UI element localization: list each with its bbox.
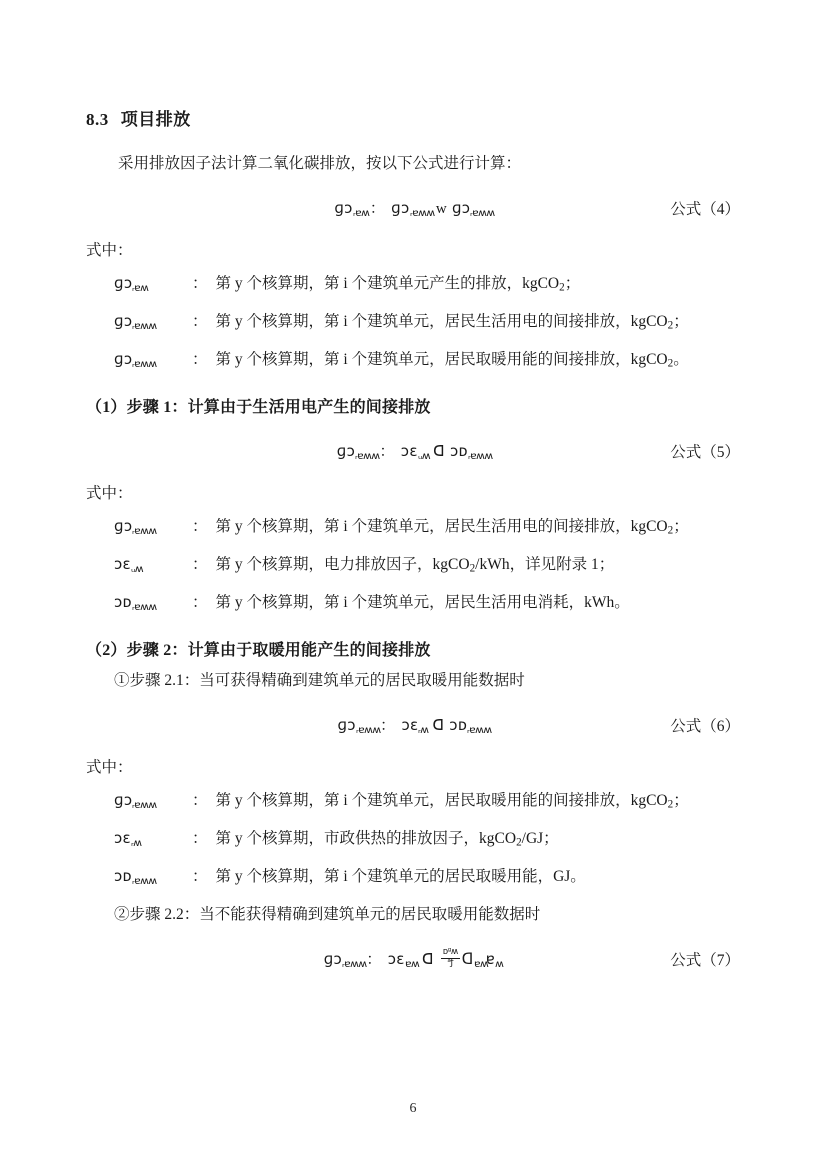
definition-description-subscript: 2: [667, 798, 674, 811]
definition-symbol-subscript: ᵣɐʍʍ: [131, 876, 157, 888]
formula-4-lhs-subscript: ᵣɐʍ: [352, 207, 369, 219]
definition-description: [216, 827, 740, 852]
formula-5-term1-base: ɔɛ: [400, 442, 418, 461]
formula-4-equals: ：: [369, 200, 386, 217]
formula-4-term2-subscript: ᵣɐʍʍ: [470, 207, 495, 219]
formula-4-term1-subscript: ᵣɐʍʍ: [409, 207, 435, 219]
where-label-2: 式中：: [86, 485, 133, 503]
definition-symbol-subscript: ᵣɐʍʍ: [132, 321, 157, 333]
definition-description: [216, 865, 740, 890]
definition-symbol-base: ɔᴅ: [114, 867, 132, 886]
formula-5-label: 公式（5）: [670, 444, 740, 462]
definition-symbol: [114, 553, 188, 578]
formula-4-line: [86, 191, 740, 225]
formula-7-times-operator-1: ᗡ: [421, 951, 434, 968]
definition-description-suffix: /kWh，详见附录 1；: [475, 556, 615, 574]
definition-description-text: 第 y 个核算期，电力排放因子，kgCO: [215, 556, 470, 574]
definition-symbol-subscript: ᵣɐʍʍ: [132, 800, 157, 812]
definition-colon: ：: [192, 351, 208, 369]
formula-7-term2-base: ᗡ: [461, 949, 474, 968]
formula-4-plus-operator: w: [435, 200, 447, 217]
definition-description-subscript: 2: [559, 281, 565, 294]
definition-description-text: 第 y 个核算期，第 i 个建筑单元，居民取暖用能的间接排放，kgCO: [215, 792, 668, 810]
definition-colon: ：: [192, 792, 208, 810]
definition-row: [86, 272, 740, 306]
page-footer: [0, 1101, 826, 1117]
definition-row: [86, 827, 740, 861]
formula-7-lhs-subscript: ᵣɐʍʍ: [342, 958, 367, 970]
formula-6-line: [86, 708, 740, 742]
definition-symbol-subscript: ᵣʍ: [130, 838, 142, 850]
definition-symbol-base: ɔɛ: [114, 829, 131, 848]
where-label-1: 式中：: [86, 241, 133, 259]
definition-description: [216, 348, 740, 373]
definition-description-subscript: 2: [516, 836, 522, 849]
section-number: 8.3: [86, 110, 109, 129]
definition-description-text: 第 y 个核算期，市政供热的排放因子，kgCO: [215, 830, 517, 848]
formula-5-times-operator: ᗡ: [433, 444, 445, 461]
section-title: 项目排放: [120, 110, 191, 129]
definition-description-text: 第 y 个核算期，第 i 个建筑单元，居民生活用电的间接排放，kgCO: [215, 313, 668, 331]
formula-7-fraction-numerator: ᴅᵍʍ: [442, 946, 458, 957]
definition-description-suffix: ；: [673, 313, 689, 331]
formula-5-equals: ：: [379, 444, 395, 461]
formula-7-expression: [324, 948, 503, 970]
definition-symbol-subscript: ᵣɐʍʍ: [132, 359, 157, 371]
definition-description-suffix: ；: [673, 792, 689, 810]
definition-row: [86, 789, 740, 823]
formula-5-lhs-base: ɡɔ: [336, 442, 356, 461]
definition-description-text: 第 y 个核算期，第 i 个建筑单元，居民生活用电的间接排放，kgCO: [215, 518, 668, 536]
definition-symbol: [114, 865, 188, 890]
page-number: 6: [409, 1101, 417, 1116]
definition-row: [86, 865, 740, 899]
formula-7-lhs-base: ɡɔ: [323, 949, 343, 968]
formula-4-lhs-base: ɡɔ: [334, 198, 353, 217]
formula-6-label: 公式（6）: [670, 717, 740, 735]
step-2-2-label: ②步骤 2.2：当不能获得精确到建筑单元的居民取暖用能数据时: [114, 906, 541, 924]
formula-6-lhs-base: ɡɔ: [337, 715, 356, 734]
formula-6-lhs-subscript: ᵣɐʍʍ: [355, 724, 381, 736]
formula-5-lhs-subscript: ᵣɐʍʍ: [355, 451, 380, 463]
formula-7-label: 公式（7）: [670, 951, 740, 969]
definition-description-text: 第 y 个核算期，第 i 个建筑单元产生的排放，kgCO: [215, 275, 560, 293]
formula-7-fraction: [441, 948, 460, 969]
section-heading: [86, 108, 740, 132]
formula-7-term1-base: ɔɛ: [387, 949, 405, 968]
formula-5-term2-subscript: ᵣɐʍʍ: [467, 451, 493, 463]
formula-6-term2-subscript: ᵣɐʍʍ: [467, 724, 492, 736]
definition-row: [86, 348, 740, 382]
definition-symbol-base: ɡɔ: [114, 517, 133, 536]
definition-description: [216, 789, 740, 814]
formula-7-term2-subscript: ɐʍ: [473, 958, 488, 970]
definition-symbol-subscript: ᵣɐʍʍ: [131, 602, 157, 614]
step-2-heading: （2）步骤 2：计算由于取暖用能产生的间接排放: [86, 642, 431, 660]
formula-6-term1-subscript: ᵣʍ: [418, 724, 429, 736]
definition-description: [216, 310, 740, 335]
formula-5-term2-base: ɔᴅ: [449, 442, 468, 461]
definition-symbol: [114, 827, 188, 852]
definition-symbol-base: ɡɔ: [114, 791, 133, 810]
definition-description-suffix: /GJ；: [521, 830, 559, 848]
definition-colon: ：: [192, 594, 208, 612]
formula-4-term1-base: ɡɔ: [391, 198, 410, 217]
definition-description-text: 第 y 个核算期，第 i 个建筑单元的居民取暖用能，GJ。: [215, 868, 586, 886]
definition-symbol-subscript: ᵤʍ: [130, 564, 143, 576]
definition-description: [216, 553, 740, 578]
definition-colon: ：: [192, 275, 208, 293]
formula-7-line: [86, 942, 740, 976]
definition-symbol-subscript: ᵣɐʍʍ: [132, 526, 157, 538]
definition-symbol: [114, 789, 188, 814]
definition-colon: ：: [192, 518, 208, 536]
definition-row: [86, 515, 740, 549]
definition-description: [216, 272, 740, 297]
step-1-heading: （1）步骤 1：计算由于生活用电产生的间接排放: [86, 399, 431, 417]
definition-description-suffix: ；: [673, 518, 689, 536]
formula-5-term1-subscript: ᵤʍ: [417, 451, 430, 463]
definition-row: [86, 591, 740, 625]
definition-description-text: 第 y 个核算期，第 i 个建筑单元，居民取暖用能的间接排放，kgCO: [215, 351, 668, 369]
formula-5-expression: [336, 440, 493, 463]
definition-description: [216, 591, 740, 616]
formula-7-tail-subscript: ʍ: [495, 958, 504, 970]
formula-7-term1-subscript: ɐʍ: [404, 958, 419, 970]
definition-symbol: [114, 272, 188, 297]
formula-6-times-operator: ᗡ: [432, 717, 445, 734]
formula-7-tail-base: ɐ: [485, 949, 496, 968]
definition-colon: ：: [192, 830, 208, 848]
definition-symbol: [114, 591, 188, 616]
formula-6-expression: [337, 714, 492, 736]
definition-description-subscript: 2: [667, 357, 674, 370]
definition-symbol: [114, 515, 188, 540]
definition-description-subscript: 2: [667, 524, 674, 537]
formula-6-term2-base: ɔᴅ: [449, 715, 468, 734]
definition-colon: ：: [192, 556, 208, 574]
definition-row: [86, 310, 740, 344]
formula-7-equals: ：: [366, 951, 382, 968]
definition-description-subscript: 2: [469, 562, 476, 575]
definition-symbol-base: ɡɔ: [114, 350, 133, 369]
definition-symbol-base: ɡɔ: [114, 312, 133, 331]
formula-4-label: 公式（4）: [670, 200, 740, 218]
definition-symbol: [114, 310, 188, 335]
formula-4-expression: [334, 197, 495, 219]
formula-6-equals: ：: [380, 717, 396, 734]
definition-symbol-subscript: ᵣɐʍ: [132, 283, 149, 295]
definition-colon: ：: [192, 313, 208, 331]
definition-symbol-base: ɡɔ: [114, 274, 133, 293]
definition-row: [86, 553, 740, 587]
formula-7-fraction-denominator: ᵃƒ: [441, 958, 460, 969]
page-content: [86, 108, 740, 988]
definition-description: [216, 515, 740, 540]
where-label-3: 式中：: [86, 758, 133, 776]
definition-description-suffix: ；: [564, 275, 581, 293]
definition-symbol: [114, 348, 188, 373]
step-2-1-label: ①步骤 2.1：当可获得精确到建筑单元的居民取暖用能数据时: [114, 672, 525, 690]
definition-description-subscript: 2: [667, 319, 674, 332]
formula-4-term2-base: ɡɔ: [451, 198, 471, 217]
definition-description-suffix: 。: [673, 351, 689, 369]
definition-description-text: 第 y 个核算期，第 i 个建筑单元，居民生活用电消耗，kWh。: [215, 594, 630, 612]
intro-paragraph: 采用排放因子法计算二氧化碳排放，按以下公式进行计算：: [118, 154, 522, 172]
definition-symbol-base: ɔɛ: [114, 555, 131, 574]
formula-6-term1-base: ɔɛ: [401, 715, 419, 734]
formula-5-line: [86, 434, 740, 468]
definition-colon: ：: [192, 868, 208, 886]
definition-symbol-base: ɔᴅ: [114, 593, 132, 612]
